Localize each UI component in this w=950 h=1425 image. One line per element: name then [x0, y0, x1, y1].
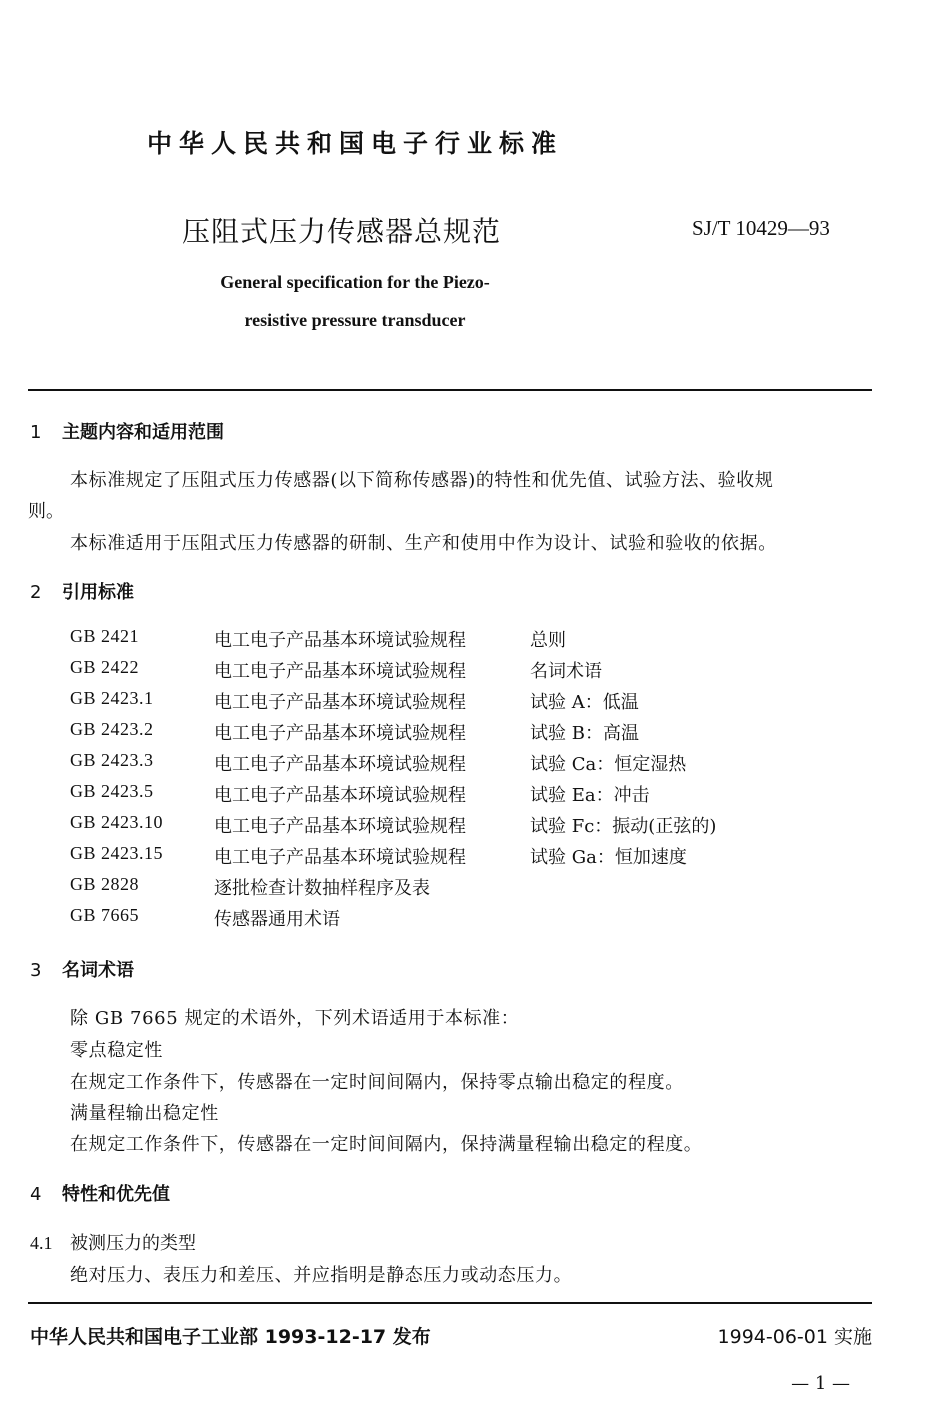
standard-category-title: 中华人民共和国电子行业标准	[146, 129, 563, 158]
section-number: 1	[30, 422, 42, 443]
section-3-intro: 除 GB 7665 规定的术语外，下列术语适用于本标准：	[70, 1008, 520, 1029]
reference-name: 电工电子产品基本环境试验规程	[214, 847, 466, 868]
section-1-paragraph-1: 本标准规定了压阻式压力传感器(以下简称传感器)的特性和优先值、试验方法、验收规	[70, 470, 774, 491]
section-4-heading	[30, 1180, 170, 1206]
standard-code: SJ/T 10429—93	[692, 216, 830, 240]
reference-part: 名词术语	[530, 661, 602, 682]
reference-name: 传感器通用术语	[214, 909, 340, 930]
section-title: 特性和优先值	[62, 1184, 170, 1205]
reference-name: 电工电子产品基本环境试验规程	[214, 661, 466, 682]
footer-divider	[28, 1302, 872, 1304]
subsection-title: 被测压力的类型	[70, 1233, 196, 1254]
section-title: 主题内容和适用范围	[62, 422, 224, 443]
reference-part: 试验 B：高温	[530, 723, 639, 744]
reference-code: GB 2423.2	[70, 719, 154, 739]
reference-name: 电工电子产品基本环境试验规程	[214, 754, 466, 775]
reference-code: GB 2423.3	[70, 750, 154, 770]
reference-part: 试验 A：低温	[530, 692, 639, 713]
section-number: 3	[30, 960, 42, 981]
effective-date: 1994-06-01 实施	[717, 1326, 872, 1348]
document-title: 压阻式压力传感器总规范	[182, 215, 502, 248]
section-title: 名词术语	[62, 960, 134, 981]
section-2-heading	[30, 578, 134, 604]
term-zero-stability: 零点稳定性	[70, 1040, 163, 1061]
issue-statement: 中华人民共和国电子工业部 1993-12-17 发布	[30, 1326, 431, 1348]
reference-part: 总则	[530, 630, 566, 651]
reference-name: 电工电子产品基本环境试验规程	[214, 785, 466, 806]
reference-code: GB 7665	[70, 905, 140, 925]
section-1-paragraph-2: 本标准适用于压阻式压力传感器的研制、生产和使用中作为设计、试验和验收的依据。	[70, 533, 777, 554]
reference-code: GB 2422	[70, 657, 140, 677]
reference-code: GB 2423.1	[70, 688, 154, 708]
section-number: 4	[30, 1184, 42, 1205]
english-title-line1: General specification for the Piezo-	[220, 272, 490, 292]
term-full-scale-stability-definition: 在规定工作条件下，传感器在一定时间间隔内，保持满量程输出稳定的程度。	[70, 1134, 703, 1155]
english-title-line2: resistive pressure transducer	[244, 310, 466, 330]
subsection-4-1-text: 绝对压力、表压力和差压、并应指明是静态压力或动态压力。	[70, 1265, 573, 1286]
reference-code: GB 2423.10	[70, 812, 164, 832]
section-title: 引用标准	[62, 582, 134, 603]
reference-name: 电工电子产品基本环境试验规程	[214, 692, 466, 713]
section-1-heading	[30, 418, 224, 444]
reference-part: 试验 Ca：恒定湿热	[530, 754, 687, 775]
subsection-4-1-heading	[30, 1229, 196, 1255]
reference-name: 电工电子产品基本环境试验规程	[214, 630, 466, 651]
reference-code: GB 2423.15	[70, 843, 164, 863]
reference-code: GB 2828	[70, 874, 140, 894]
reference-part: 试验 Fc：振动(正弦的)	[530, 816, 717, 837]
page-number: — 1 —	[791, 1373, 850, 1394]
term-zero-stability-definition: 在规定工作条件下，传感器在一定时间间隔内，保持零点输出稳定的程度。	[70, 1072, 684, 1093]
reference-name: 电工电子产品基本环境试验规程	[214, 816, 466, 837]
subsection-number: 4.1	[30, 1233, 53, 1253]
term-full-scale-stability: 满量程输出稳定性	[70, 1103, 219, 1124]
section-number: 2	[30, 582, 42, 603]
reference-part: 试验 Ea：冲击	[530, 785, 650, 806]
reference-code: GB 2423.5	[70, 781, 154, 801]
header-divider	[28, 389, 872, 391]
reference-code: GB 2421	[70, 626, 140, 646]
section-1-paragraph-1-continuation: 则。	[28, 501, 64, 522]
reference-name: 逐批检查计数抽样程序及表	[214, 878, 430, 899]
section-3-heading	[30, 956, 134, 982]
reference-name: 电工电子产品基本环境试验规程	[214, 723, 466, 744]
reference-part: 试验 Ga：恒加速度	[530, 847, 687, 868]
